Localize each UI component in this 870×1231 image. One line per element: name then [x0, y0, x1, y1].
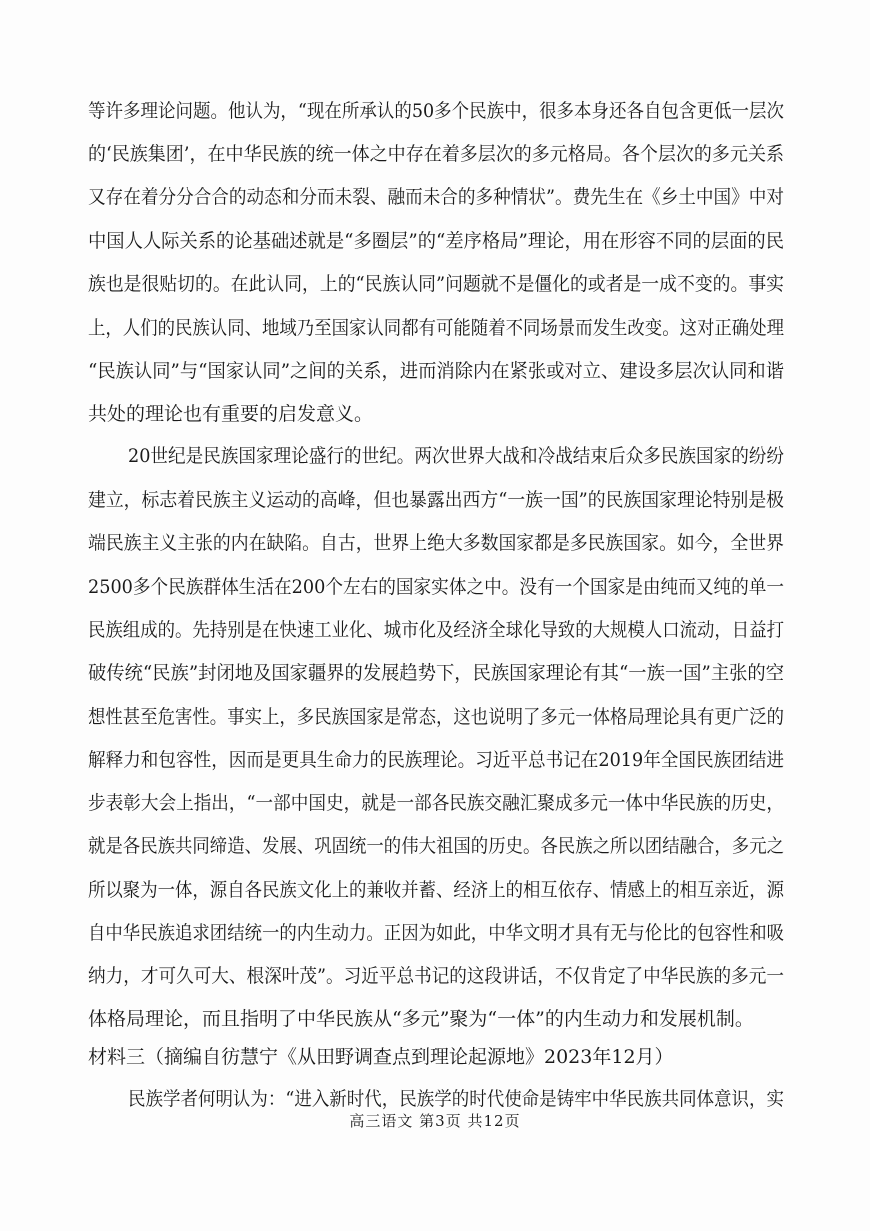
- text-line-content: 解释力和包容性，因而是更具生命力的民族理论。习近平总书记在2019年全国民族团结进: [88, 749, 784, 771]
- text-line-content: 建立，标志着民族主义运动的高峰，但也暴露出西方“一族一国”的民族国家理论特别是极: [88, 489, 784, 511]
- text-line-content: 2500多个民族群体生活在200个左右的国家实体之中。没有一个国家是由纯而又纯的单一: [88, 576, 784, 598]
- text-line-content: 的‘民族集团’，在中华民族的统一体之中存在着多层次的多元格局。各个层次的多元关系: [88, 143, 784, 165]
- text-line-content: “民族认同”与“国家认同”之间的关系，进而消除内在紧张或对立、建设多层次认同和谐: [88, 360, 784, 382]
- text-line-content: 所以聚为一体，源自各民族文化上的兼收并蓄、经济上的相互依存、情感上的相互亲近，源: [88, 879, 784, 901]
- page-footer: 高三语文 第3页 共12页: [349, 1112, 521, 1130]
- text-line-content: 材料三（摘编自彷慧宁《从田野调查点到理论起源地》2023年12月）: [88, 1046, 674, 1068]
- text-line-content: 民族学者何明认为：“进入新时代，民族学的时代使命是铸牢中华民族共同体意识，实: [128, 1088, 784, 1110]
- text-line-content: 纳力，才可久可大、根深叶茂”。习近平总书记的这段讲话，不仅肯定了中华民族的多元一: [88, 965, 784, 987]
- text-line-content: 就是各民族共同缔造、发展、巩固统一的伟大祖国的历史。各民族之所以团结融合，多元之: [88, 835, 784, 857]
- text-line-content: 共处的理论也有重要的启发意义。: [88, 403, 374, 425]
- text-line-content: 端民族主义主张的内在缺陷。自古，世界上绝大多数国家都是多民族国家。如今，全世界: [88, 532, 784, 554]
- text-line-content: 步表彰大会上指出，“一部中国史，就是一部各民族交融汇聚成多元一体中华民族的历史，: [88, 792, 784, 814]
- text-line-content: 族也是很贴切的。在此认同，上的“民族认同”问题就不是僵化的或者是一成不变的。事实: [88, 273, 784, 295]
- text-line-content: 自中华民族追求团结统一的内生动力。正因为如此，中华文明才具有无与伦比的包容性和吸: [88, 922, 784, 944]
- text-line-content: 体格局理论，而且指明了中华民族从“多元”聚为“一体”的内生动力和发展机制。: [88, 1008, 754, 1030]
- text-line-content: 等许多理论问题。他认为，“现在所承认的50多个民族中，很多本身还各自包含更低一层次: [88, 100, 784, 122]
- text-line-content: 又存在着分分合合的动态和分而未裂、融而未合的多种情状”。费先生在《乡土中国》中对: [88, 186, 784, 208]
- text-line-content: 20世纪是民族国家理论盛行的世纪。两次世界大战和冷战结束后众多民族国家的纷纷: [128, 445, 784, 467]
- text-line-content: 上，人们的民族认同、地域乃至国家认同都有可能随着不同场景而发生改变。这对正确处理: [88, 317, 784, 339]
- text-line-content: 想性甚至危害性。事实上，多民族国家是常态，这也说明了多元一体格局理论具有更广泛的: [88, 706, 784, 728]
- text-line-content: 中国人人际关系的论基础述就是“多圈层”的“差序格局”理论，用在形容不同的层面的民: [88, 230, 784, 252]
- text-line-content: 破传统“民族”封闭地及国家疆界的发展趋势下，民族国家理论有其“一族一国”主张的空: [88, 662, 784, 684]
- text-line-content: 民族组成的。先持别是在快速工业化、城市化及经济全球化导致的大规模人口流动，日益打: [88, 619, 784, 641]
